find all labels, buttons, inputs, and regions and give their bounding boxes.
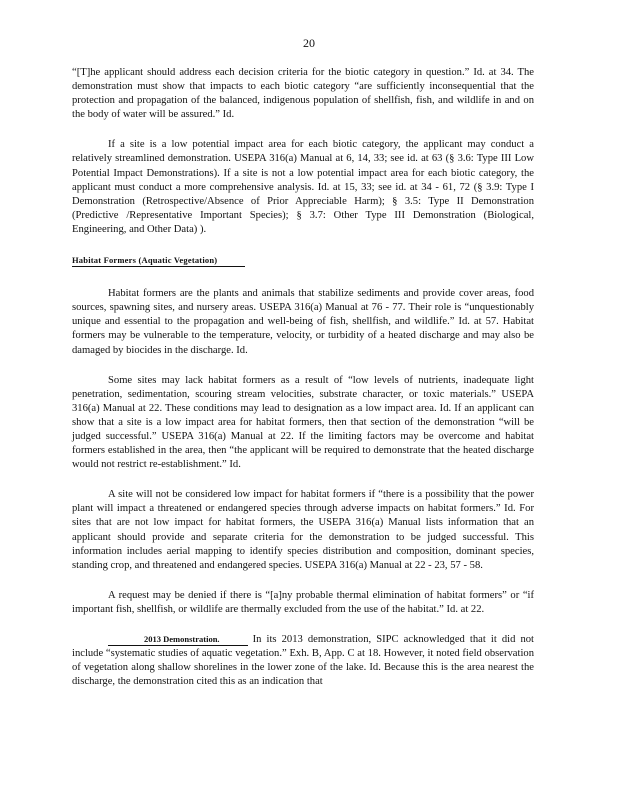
paragraph: Some sites may lack habitat formers as a result of “low levels of nutrients, inadequate light penetration, sedimentation, scouring stream velocities, substrate character, or toxic materials.” USEPA 316(a) Manual at 22. These conditions may lead to designation as a low impact area. Id. If an applicant can show that a site is a low impact area for habitat formers, then that section of the demonstration “will be judged successful.” USEPA 316(a) Manual at 22. If the limiting factors may be overcome and habitat formers established in the area, then “the applicant will be required to demonstrate that the heated discharge would not restrict re-establishment.” Id.	[72, 374, 534, 471]
paragraph: “[T]he applicant should address each decision criteria for the biotic category in question.” Id. at 34. The demonstration must show that impacts to each biotic category “are sufficiently inconsequential that the protection and propagation of the balanced, indigenous population of shellfish, fish, and wildlife in and on the body of water will be assured.” Id.	[72, 67, 534, 121]
run-in-heading: 2013 Demonstration.	[108, 634, 248, 646]
paragraph: A site will not be considered low impact for habitat formers if “there is a possibility that the power plant will impact a threatened or endangered species through adverse impacts on habitat formers.” Id. For sites that are not low impact for habitat formers, the USEPA 316(a) Manual lists information that an applicant should provide and separate criteria for the demonstration to be judged successful. This information includes aerial mapping to identify species distribution and composition, dominant species, standing crop, and threatened and endangered species. USEPA 316(a) Manual at 22 - 23, 57 - 58.	[72, 489, 534, 571]
section-heading	[72, 253, 534, 267]
paragraph: Habitat formers are the plants and animals that stabilize sediments and provide cover areas, food sources, spawning sites, and nursery areas. USEPA 316(a) Manual at 76 - 77. Their role is “unquestionably unique and essential to the propagation and well-being of fish, shellfish, and wildlife.” Id. at 57. Habitat formers may be vulnerable to the temperature, velocity, or turbidity of a heated discharge and may also be damaged by biocides in the discharge. Id.	[72, 288, 534, 356]
document-body	[72, 66, 534, 705]
paragraph: A request may be denied if there is “[a]ny probable thermal elimination of habitat formers” or “if important fish, shellfish, or wildlife are thermally excluded from the use of the habitat.” Id. at 22.	[72, 589, 534, 615]
paragraph-with-run-in-heading	[72, 633, 534, 689]
page-number: 20	[303, 36, 315, 50]
paragraph: If a site is a low potential impact area for each biotic category, the applicant may conduct a relatively streamlined demonstration. USEPA 316(a) Manual at 6, 14, 33; see id. at 63 (§ 3.6: Type III Low Potential Impact Demonstrations). If a site is not a low potential impact area for each biotic category, the applicant must conduct a more comprehensive analysis. Id. at 15, 33; see id. at 34 - 61, 72 (§ 3.9: Type I Demonstration (Retrospective/Absence of Prior Appreciable Harm); § 3.5: Type II Demonstration (Predictive /Representative Important Species); § 3.7: Other Type III Demonstration (Biological, Engineering, and Other Data) ).	[72, 139, 534, 235]
section-heading-text: Habitat Formers (Aquatic Vegetation)	[72, 255, 245, 267]
paragraph-text: In its 2013 demonstration, SIPC acknowledged that it did not include “systematic studies of aquatic vegetation.” Exh. B, App. C at 18. However, it noted field observation of vegetation along shallow shorelines in the lower zone of the lake. Id. Because this is the area nearest the discharge, the demonstration cited this as an indication that	[72, 634, 534, 688]
